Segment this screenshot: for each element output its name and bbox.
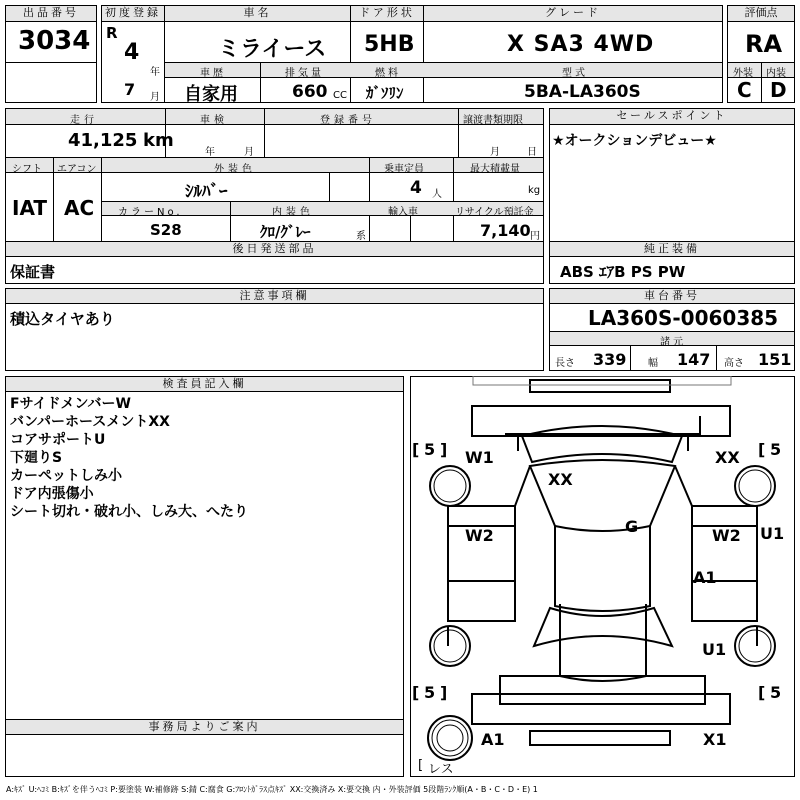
notes-text: 積込タイヤあり bbox=[10, 310, 115, 328]
inspector-line: シート切れ・破れ小、しみ大、へたり bbox=[10, 504, 248, 520]
recycle-unit: 円 bbox=[530, 231, 540, 242]
load-label: 最大積載量 bbox=[470, 164, 520, 175]
recycle-label: リサイクル預託金 bbox=[455, 207, 534, 218]
history: 自家用 bbox=[184, 84, 238, 105]
score-label: 評価点 bbox=[728, 6, 794, 22]
notes-label: 注意事項欄 bbox=[6, 289, 543, 304]
mark-u1-right: U1 bbox=[760, 524, 785, 543]
ext-score: C bbox=[737, 78, 752, 102]
displacement-label: 排気量 bbox=[285, 68, 324, 79]
mark-u1-rear: U1 bbox=[702, 640, 727, 659]
ext-label: 外装 bbox=[733, 68, 753, 79]
chassis-label: 車台番号 bbox=[550, 289, 794, 304]
lot-number: 3034 bbox=[18, 26, 91, 56]
reg-month: 7 bbox=[124, 80, 136, 99]
interior-color: ｸﾛ/ｸﾞﾚｰ bbox=[260, 223, 311, 241]
load-unit: kg bbox=[528, 185, 541, 196]
import-label: 輸入車 bbox=[388, 207, 418, 218]
insp-year-unit: 年 bbox=[205, 147, 215, 158]
color-label: 外装色 bbox=[214, 164, 256, 175]
exterior-color: ｼﾙﾊﾞｰ bbox=[185, 182, 228, 202]
width-label: 幅 bbox=[648, 358, 658, 369]
mark-w2-right: W2 bbox=[712, 526, 741, 545]
later-parts-label: 後日発送部品 bbox=[6, 242, 543, 257]
reg-year: 4 bbox=[124, 40, 140, 65]
grade: X SA3 4WD bbox=[507, 32, 655, 57]
ac: AC bbox=[64, 196, 95, 220]
grade-label: グレード bbox=[424, 6, 722, 22]
tire-rl-bracket: [ bbox=[412, 683, 420, 702]
interior-unit: 系 bbox=[356, 231, 366, 242]
mark-a1-right: A1 bbox=[693, 568, 717, 587]
displacement-unit: CC bbox=[333, 90, 347, 101]
lot-label: 出品番号 bbox=[6, 6, 96, 22]
mark-a1-rear: A1 bbox=[481, 730, 505, 749]
mileage-label: 走行 bbox=[70, 115, 98, 126]
mark-xx-front-right: XX bbox=[715, 448, 740, 467]
int-label: 内装 bbox=[766, 68, 786, 79]
tire-fr-tread: 5 bbox=[770, 440, 782, 459]
color-number: S28 bbox=[150, 221, 182, 239]
fuel-label: 燃料 bbox=[375, 68, 401, 79]
int-score: D bbox=[770, 78, 787, 102]
ac-label: エアコン bbox=[57, 164, 97, 175]
shift-label: シフト bbox=[12, 164, 42, 175]
length-label: 長さ bbox=[555, 358, 575, 369]
car-name: ミライース bbox=[218, 37, 327, 62]
first-reg-label: 初度登録 bbox=[102, 6, 164, 22]
door-label: ドア形状 bbox=[351, 6, 423, 22]
legend: A:ｷｽﾞ U:ﾍｺﾐ B:ｷｽﾞを伴うﾍｺﾐ P:要塗装 W:補修跡 S:錆 C:腐食 G:ﾌﾛﾝﾄｶﾞﾗｽ点ｷｽﾞ XX:交換済み X:要交換 内・外装評価 5段階ﾗﾝｸ順(A・B・C・D・E) 1 bbox=[6, 785, 538, 794]
mark-w1: W1 bbox=[465, 448, 494, 467]
interior-label: 内装色 bbox=[272, 207, 314, 218]
score: RA bbox=[745, 30, 783, 58]
length: 339 bbox=[593, 350, 627, 369]
shift: IAT bbox=[12, 196, 48, 220]
colorno-label: カラーNo. bbox=[118, 207, 183, 218]
inspector-line: 下廻りS bbox=[10, 450, 63, 466]
regno-label: 登録番号 bbox=[320, 115, 376, 126]
dims-label: 諸元 bbox=[660, 337, 686, 348]
displacement: 660 bbox=[292, 82, 328, 102]
tire-rr-bracket: [ bbox=[758, 683, 766, 702]
recycle-fee: 7,140 bbox=[480, 221, 531, 240]
name-label: 車名 bbox=[165, 6, 350, 22]
chassis-number: LA360S-0060385 bbox=[588, 306, 779, 330]
model-label: 型式 bbox=[562, 68, 588, 79]
inspector-label: 検査員記入欄 bbox=[6, 377, 403, 392]
tire-fl-bracket: [ bbox=[412, 440, 420, 459]
height: 151 bbox=[758, 350, 792, 369]
inspector-line: ドア内張傷小 bbox=[10, 486, 94, 502]
equipment-label: 純正装備 bbox=[550, 242, 794, 257]
transfer-label: 譲渡書類期限 bbox=[463, 115, 523, 126]
tire-fl-tread: 5 bbox=[424, 440, 436, 459]
spare-tire-label: レス bbox=[428, 762, 454, 777]
car-outline bbox=[410, 376, 795, 777]
sales-point-text: ★オークションデビュー★ bbox=[552, 133, 717, 149]
office-label: 事務局よりご案内 bbox=[6, 720, 403, 735]
tire-rr-tread: 5 bbox=[770, 683, 782, 702]
mark-g: G bbox=[625, 517, 639, 536]
capacity-unit: 人 bbox=[432, 189, 442, 200]
tire-rl-close: ] bbox=[440, 683, 448, 702]
mark-x1: X1 bbox=[703, 730, 727, 749]
era: R bbox=[106, 24, 118, 42]
month-unit: 月 bbox=[150, 92, 160, 103]
inspector-line: コアサポートU bbox=[10, 432, 106, 448]
inspection-label: 車検 bbox=[200, 115, 228, 126]
capacity: 4 bbox=[410, 178, 422, 198]
fuel: ｶﾞｿﾘﾝ bbox=[366, 84, 404, 102]
mileage: 41,125 bbox=[68, 130, 138, 151]
sales-point-label: セールスポイント bbox=[550, 109, 794, 125]
height-label: 高さ bbox=[724, 358, 744, 369]
mileage-unit: km bbox=[143, 130, 174, 151]
tire-rl-tread: 5 bbox=[424, 683, 436, 702]
inspector-line: バンパーホースメントXX bbox=[10, 414, 170, 430]
transfer-month-unit: 月 bbox=[490, 147, 500, 158]
sales-point-box bbox=[549, 108, 795, 244]
spare-bracket: [ bbox=[418, 758, 424, 773]
mark-w2-left: W2 bbox=[465, 526, 494, 545]
tire-fr-bracket: [ bbox=[758, 440, 766, 459]
history-label: 車歴 bbox=[200, 68, 226, 79]
inspector-line: FサイドメンバーW bbox=[10, 396, 131, 412]
year-unit: 年 bbox=[150, 67, 160, 78]
equipment-text: ABS ｴｱB PS PW bbox=[560, 263, 686, 281]
capacity-label: 乗車定員 bbox=[384, 164, 424, 175]
transfer-day-unit: 日 bbox=[527, 147, 537, 158]
mark-xx-front-left: XX bbox=[548, 470, 573, 489]
door-type: 5HB bbox=[364, 32, 415, 57]
insp-month-unit: 月 bbox=[244, 147, 254, 158]
width: 147 bbox=[677, 350, 711, 369]
tire-fl-close: ] bbox=[440, 440, 448, 459]
later-parts-text: 保証書 bbox=[10, 263, 56, 281]
inspector-line: カーペットしみ小 bbox=[10, 468, 122, 484]
model: 5BA-LA360S bbox=[524, 82, 641, 102]
